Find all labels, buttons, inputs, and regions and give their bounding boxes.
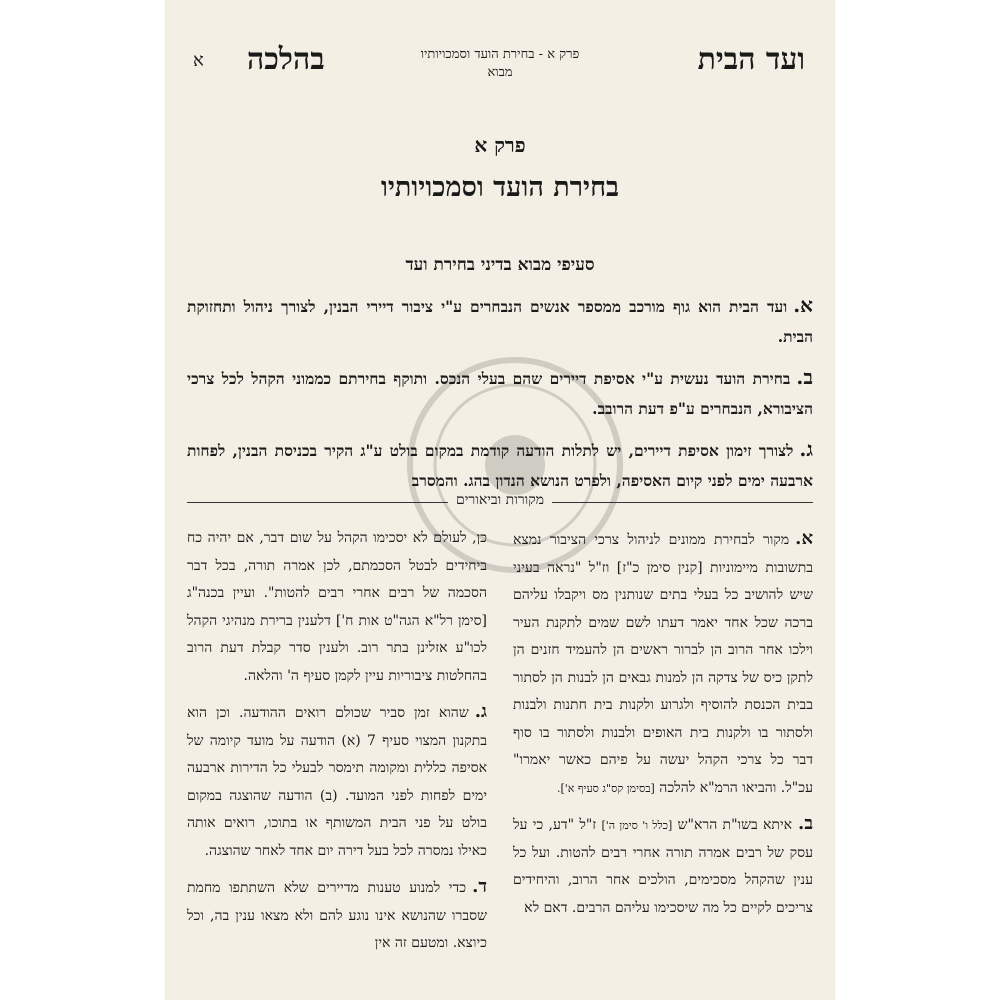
note-source: [בסימן קס"ג סעיף א']. bbox=[556, 781, 655, 795]
rule-letter: א. bbox=[793, 293, 813, 317]
rule-item bbox=[187, 362, 813, 424]
note-letter: א. bbox=[795, 528, 813, 549]
note-item bbox=[513, 810, 813, 922]
notes-columns bbox=[187, 525, 813, 990]
rule-letter: ג. bbox=[799, 437, 813, 461]
chapter-title: בחירת הועד וסמכויותיו bbox=[380, 172, 620, 203]
book-title: ועד הבית bbox=[697, 42, 805, 77]
note-letter: ד. bbox=[472, 876, 487, 897]
running-header bbox=[187, 42, 813, 92]
note-item bbox=[187, 525, 487, 690]
book-subtitle: בהלכה bbox=[247, 42, 325, 77]
rule-item bbox=[187, 290, 813, 352]
rules-list bbox=[187, 290, 813, 506]
page-number: א bbox=[193, 50, 204, 71]
header-chapter-line: פרק א - בחירת הועד וסמכויותיו bbox=[420, 47, 580, 62]
chapter-number: פרק א bbox=[474, 133, 526, 157]
divider-line bbox=[187, 502, 448, 503]
notes-column-right bbox=[513, 525, 813, 930]
header-section-line: מבוא bbox=[487, 65, 513, 80]
note-text: מקור לבחירת ממונים לניהול צרכי הציבור נמצא בתשובות מיימוניות [קנין סימן כ"ז] וז"ל "נראה בעיני שיש להושיב כל בעלי בתים שנותנין מס ויקבלו עליהם ברכה שכל אחד יאמר דעתו לשם שמים לתקנת העיר וילכו אחר הרוב הן לברור ראשים הן להעמיד חזנים הן לתקן כיס של צדקה הן למנות גבאים הן לבנות הן לסתור בבית הכנסת להוסיף ולגרוע ולקנות בית חתנות ולבנות ולסתור בו ולקנות בית האופים ולבנות ולסתור בו סוף דבר כל צרכי הקהל יעשה על פיהם כאשר יאמרו" עכ"ל. והביאו הרמ"א להלכה bbox=[513, 532, 813, 796]
page-content bbox=[187, 0, 813, 1000]
section-title: סעיפי מבוא בדיני בחירת ועד bbox=[405, 255, 595, 275]
book-page bbox=[165, 0, 835, 1000]
note-item bbox=[513, 525, 813, 802]
note-text: שהוא זמן סביר שכולם רואים ההודעה. וכן הוא בתקנון המצוי סעיף 7 (א) הודעה על מועד קיומה של אסיפה כללית ומקומה תימסר לבעלי כל הדירות ארבעה ימים לפחות לפני המועד. (ב) הודעה שהוצגה במקום בולט על פני הבית המשותף או בתוכו, רואים אותה כאילו נמסרה לכל בעל דירה יום אחד לאחר שהוצגה. bbox=[187, 705, 487, 859]
note-item bbox=[187, 698, 487, 865]
note-text: כדי למנוע טענות מדיירים שלא השתתפו מחמת שסברו שהנושא אינו נוגע להם ולא מצאו ענין בה, וכל כיוצא. ומטעם זה אין bbox=[187, 880, 487, 951]
notes-column-left bbox=[187, 525, 487, 966]
rule-text: ועד הבית הוא גוף מורכב ממספר אנשים הנבחרים ע"י ציבור דיירי הבנין, לצורך ניהול ותחזוקת הבית. bbox=[187, 297, 813, 346]
note-text: איתא בשו"ת הרא"ש bbox=[677, 817, 793, 833]
note-letter: ג. bbox=[474, 701, 487, 722]
sources-label: מקורות וביאורים bbox=[455, 492, 545, 508]
note-text: כן, לעולם לא יסכימו הקהל על שום דבר, אם יהיה כח ביחידים לבטל הסכמתם, לכן אמרה תורה, בכל דבר הסכמה של רבים אחרי רבים להטות". ועיין בכנה"ג [סימן רל"א הגה"ט אות ח'] דלענין ברירת מנהיגי הקהל לכו"ע אזלינן בתר רוב. ולענין סדר קבלת דעת הרוב בהחלטות ציבוריות עיין לקמן סעיף ה' והלאה. bbox=[187, 530, 487, 684]
note-letter: ב. bbox=[798, 813, 813, 834]
sources-divider bbox=[187, 490, 813, 514]
note-item bbox=[187, 873, 487, 958]
note-source: [כלל ו' סימן ה'] bbox=[601, 819, 673, 832]
rule-text: בחירת הועד נעשית ע"י אסיפת דיירים שהם בעלי הנכס. ותוקף בחירתם כממוני הקהל לכל צרכי הציבורא, הנבחרים ע"פ דעת הרובב. bbox=[187, 369, 813, 418]
note-text-continued: ז"ל "דע, כי על עסק של רבים אמרה תורה אחרי רבים להטות. ועל כל ענין שהקהל מסכימים, הולכים אחר הרוב, והיחידים צריכים לקיים כל מה שיסכימו עליהם הרבים. דאם לא bbox=[513, 817, 813, 916]
rule-text: לצורך זימון אסיפת דיירים, יש לתלות הודעה קודמת במקום בולט ע"ג הקיר בכניסת הבנין, לפחות ארבעה ימים לפני קיום האסיפה, ולפרט הנושא הנדון בהג. והמסרב bbox=[187, 441, 813, 490]
rule-letter: ב. bbox=[796, 365, 813, 389]
rule-item bbox=[187, 434, 813, 496]
